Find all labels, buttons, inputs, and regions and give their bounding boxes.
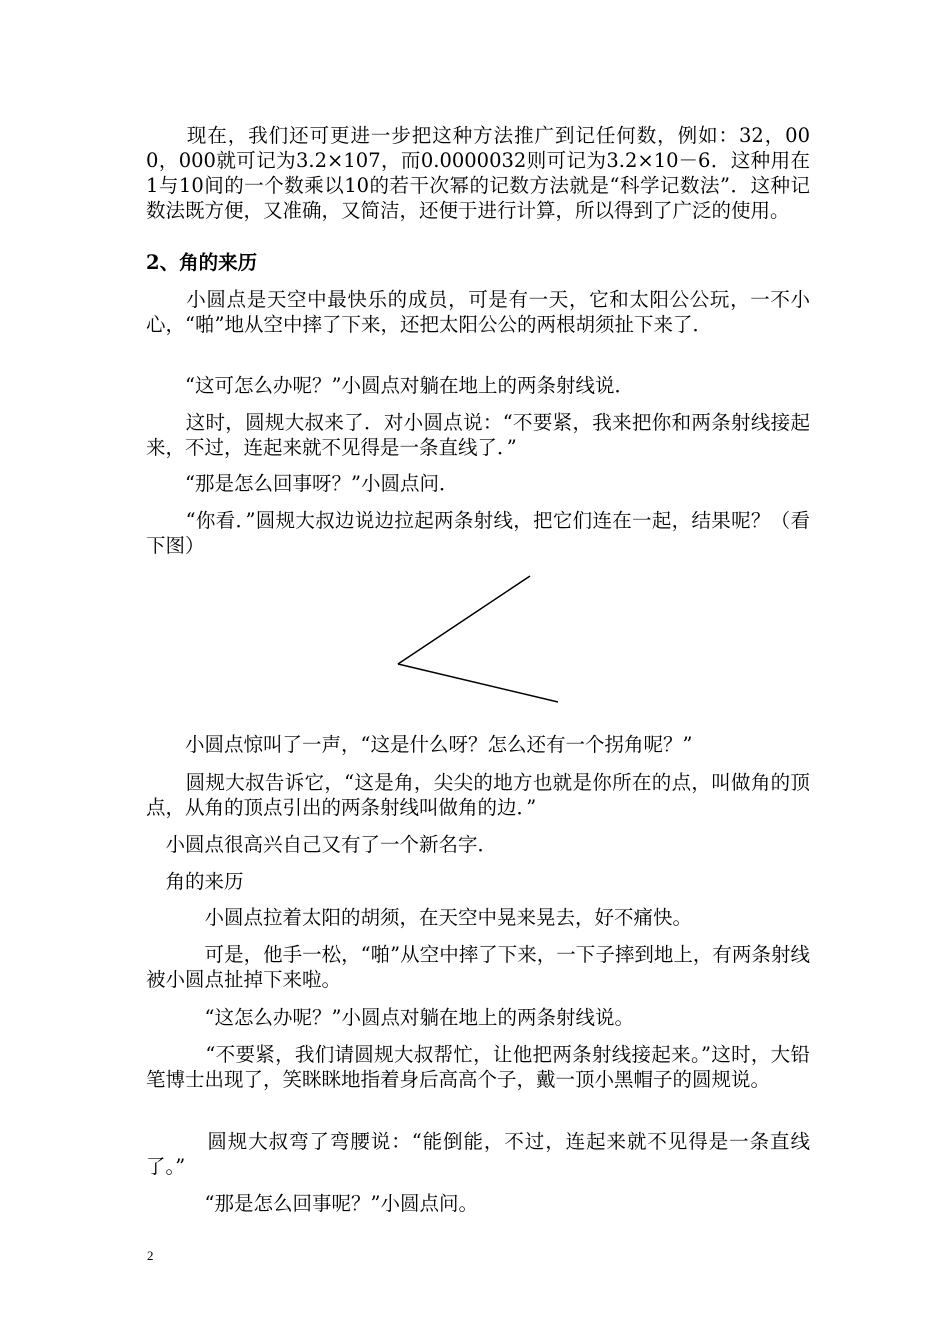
paragraph-look-figure: “你看．”圆规大叔边说边拉起两条射线，把它们连在一起，结果呢？（看下图）	[146, 509, 810, 557]
paragraph-story2-pencil: “不要紧，我们请圆规大叔帮忙，让他把两条射线接起来。”这时，大铅笔博士出现了，笑眯眯地指着身后高高个子，戴一顶小黑帽子的圆规说。	[146, 1043, 810, 1091]
angle-diagram	[390, 570, 570, 710]
paragraph-angle-definition: 圆规大叔告诉它，“这是角，尖尖的地方也就是你所在的点，叫做角的顶点，从角的顶点引出的两条射线叫做角的边．”	[146, 771, 810, 819]
paragraph-story2-fall: 可是，他手一松，“啪”从空中摔了下来，一下子摔到地上，有两条射线被小圆点扯掉下来啦。	[146, 943, 810, 991]
paragraph-story2-question: “那是怎么回事呢？”小圆点问。	[146, 1192, 478, 1215]
section-heading-angle-origin: 2、角的来历	[146, 251, 258, 274]
paragraph-story2-intro: 小圆点拉着太阳的胡须，在天空中晃来晃去，好不痛快。	[146, 906, 693, 929]
paragraph-exclaim: 小圆点惊叫了一声，“这是什么呀？怎么还有一个拐角呢？”	[146, 733, 693, 756]
angle-ray-upper	[398, 576, 530, 664]
subheading-angle-origin: 角的来历	[146, 870, 244, 893]
paragraph-dialogue-1: “这可怎么办呢？”小圆点对躺在地上的两条射线说．	[146, 374, 634, 397]
paragraph-compass-arrives: 这时，圆规大叔来了．对小圆点说：“不要紧，我来把你和两条射线接起来，不过，连起来就不见得是一条直线了．”	[146, 411, 810, 459]
paragraph-new-name: 小圆点很高兴自己又有了一个新名字．	[146, 833, 498, 856]
paragraph-dialogue-2: “那是怎么回事呀？”小圆点问．	[146, 472, 459, 495]
angle-ray-lower	[398, 664, 558, 702]
paragraph-story2-compass: 圆规大叔弯了弯腰说：“能倒能，不过，连起来就不见得是一条直线了。”	[146, 1130, 810, 1178]
paragraph-scientific-notation: 现在，我们还可更进一步把这种方法推广到记任何数，例如：32，000，000就可记为3.2×107，而0.0000032则可记为3.2×10－6．这种用在1与10间的一个数乘以10的若干次幂的记数方法就是“科学记数法”．这种记数法既方便，又准确，又简洁，还便于进行计算，所以得到了广泛的使用。	[146, 124, 810, 222]
paragraph-story-intro: 小圆点是天空中最快乐的成员，可是有一天，它和太阳公公玩，一不小心，“啪”地从空中摔了下来，还把太阳公公的两根胡须扯下来了．	[146, 288, 810, 336]
paragraph-story2-dialogue-1: “这怎么办呢？”小圆点对躺在地上的两条射线说。	[146, 1006, 634, 1029]
page-number: 2	[147, 1248, 154, 1263]
